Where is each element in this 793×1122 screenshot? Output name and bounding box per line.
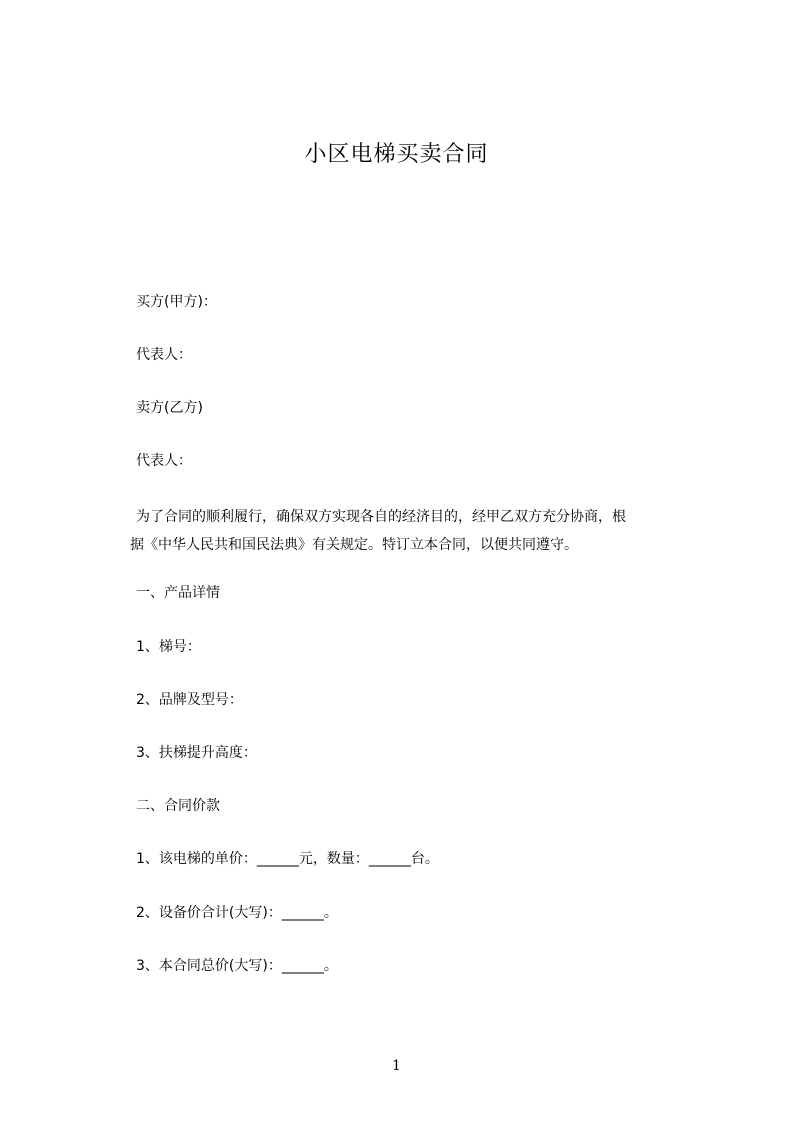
- list-item-unit-price: 1、该电梯的单价：______元，数量：______台。: [136, 851, 439, 867]
- intro-line-2: 据《中华人民共和国民法典》有关规定。特订立本合同，以便共同遵守。: [130, 537, 578, 553]
- buyer-label: 买方(甲方)：: [136, 294, 217, 310]
- seller-label: 卖方(乙方): [136, 400, 203, 416]
- seller-representative-label: 代表人：: [136, 453, 192, 469]
- buyer-representative-label: 代表人：: [136, 347, 192, 363]
- list-item-elevator-number: 1、梯号：: [136, 639, 201, 655]
- page-number: 1: [392, 1058, 401, 1074]
- list-item-lift-height: 3、扶梯提升高度：: [136, 745, 257, 761]
- intro-line-1: 为了合同的顺利履行，确保双方实现各自的经济目的，经甲乙双方充分协商，根: [136, 509, 626, 525]
- section-heading-product-details: 一、产品详情: [136, 585, 220, 601]
- section-heading-contract-price: 二、合同价款: [136, 798, 220, 814]
- intro-paragraph: [130, 503, 706, 559]
- document-title: 小区电梯买卖合同: [304, 142, 489, 167]
- list-item-equipment-total: 2、设备价合计(大写)：______。: [136, 905, 338, 921]
- list-item-brand-model: 2、品牌及型号：: [136, 692, 243, 708]
- list-item-contract-total: 3、本合同总价(大写)：______。: [136, 958, 338, 974]
